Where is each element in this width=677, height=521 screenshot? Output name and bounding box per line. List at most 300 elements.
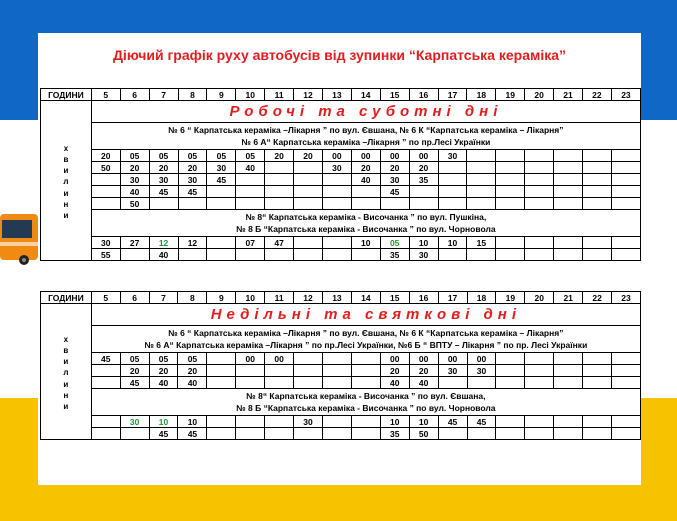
schedule-banner: Робочі та суботні дні	[91, 101, 640, 123]
minute-cell: 30	[91, 237, 120, 249]
hour-header-cell: 6	[120, 292, 149, 304]
minute-cell	[612, 377, 641, 389]
route-group-2-row	[41, 389, 641, 416]
minute-cell	[207, 428, 236, 440]
minute-cell	[438, 377, 467, 389]
minute-cell: 30	[438, 365, 467, 377]
minutes-row	[41, 249, 641, 261]
minute-cell: 00	[409, 150, 438, 162]
minute-cell	[496, 428, 525, 440]
minute-cell: 40	[409, 377, 438, 389]
minute-cell: 05	[178, 150, 207, 162]
minute-cell: 00	[438, 353, 467, 365]
minute-cell	[265, 162, 294, 174]
minute-cell	[351, 428, 380, 440]
minute-cell	[294, 198, 323, 210]
minute-cell	[438, 186, 467, 198]
minute-cell	[582, 162, 611, 174]
minute-cell	[496, 365, 525, 377]
minute-cell	[554, 162, 583, 174]
minute-cell: 12	[149, 237, 178, 249]
minute-cell: 20	[178, 162, 207, 174]
minute-cell: 35	[409, 174, 438, 186]
route-line: № 8“ Карпатська кераміка - Височанка ” по вул. Пушкіна,	[245, 212, 487, 222]
minute-cell	[294, 428, 323, 440]
minute-cell: 00	[351, 150, 380, 162]
minute-cell	[611, 237, 640, 249]
hour-header-cell: 12	[294, 89, 323, 101]
minutes-row	[41, 416, 641, 428]
route-group-2-description	[91, 389, 640, 416]
minute-cell	[611, 150, 640, 162]
minute-cell	[236, 186, 265, 198]
minute-cell	[294, 186, 323, 198]
minute-cell	[236, 428, 265, 440]
minutes-letter: в	[63, 346, 69, 356]
hour-header-cell: 22	[583, 292, 612, 304]
minute-cell: 20	[91, 150, 120, 162]
hour-header-cell: 23	[611, 89, 640, 101]
minute-cell: 30	[120, 174, 149, 186]
minute-cell: 10	[409, 237, 438, 249]
minute-cell	[496, 174, 525, 186]
minute-cell: 40	[120, 186, 149, 198]
minute-cell	[265, 416, 294, 428]
minute-cell	[582, 150, 611, 162]
minute-cell: 45	[149, 428, 178, 440]
minute-cell: 47	[265, 237, 294, 249]
minute-cell: 10	[149, 416, 178, 428]
minute-cell	[322, 249, 351, 261]
minute-cell: 50	[120, 198, 149, 210]
hour-header-cell: 11	[265, 89, 294, 101]
hour-header-cell: 17	[438, 89, 467, 101]
minute-cell	[525, 377, 554, 389]
minute-cell	[525, 162, 554, 174]
minute-cell	[554, 377, 583, 389]
hour-header-cell: 17	[438, 292, 467, 304]
minute-cell	[265, 377, 294, 389]
minute-cell: 30	[178, 174, 207, 186]
minute-cell	[525, 353, 554, 365]
route-line: № 8“ Карпатська кераміка - Височанка ” по вул. Євшана,	[246, 391, 486, 401]
minute-cell: 20	[120, 365, 149, 377]
hours-label: ГОДИНИ	[41, 89, 92, 101]
minute-cell: 50	[91, 162, 120, 174]
minute-cell: 10	[409, 416, 438, 428]
minute-cell: 20	[265, 150, 294, 162]
hour-header-cell: 8	[178, 292, 207, 304]
minute-cell	[525, 416, 554, 428]
route-group-2-row	[41, 210, 641, 237]
minute-cell: 45	[207, 174, 236, 186]
minute-cell: 10	[438, 237, 467, 249]
minute-cell	[236, 365, 265, 377]
minutes-letter: н	[63, 390, 69, 400]
minute-cell: 40	[149, 249, 178, 261]
hour-header-cell: 23	[612, 292, 641, 304]
minutes-row	[41, 162, 641, 174]
minute-cell	[322, 198, 351, 210]
minute-cell: 30	[207, 162, 236, 174]
banner-row	[41, 101, 641, 123]
minute-cell	[467, 377, 496, 389]
minute-cell	[554, 198, 583, 210]
minute-cell	[322, 428, 351, 440]
minute-cell	[380, 198, 409, 210]
minute-cell: 20	[120, 162, 149, 174]
minute-cell	[351, 198, 380, 210]
minute-cell	[265, 365, 294, 377]
hour-header-cell: 18	[467, 292, 496, 304]
minute-cell: 00	[380, 150, 409, 162]
minute-cell	[438, 162, 467, 174]
minute-cell: 40	[236, 162, 265, 174]
minute-cell	[207, 186, 236, 198]
minute-cell: 20	[149, 365, 178, 377]
minutes-row	[41, 186, 641, 198]
minute-cell	[582, 186, 611, 198]
minute-cell	[525, 186, 554, 198]
minute-cell: 05	[120, 150, 149, 162]
minute-cell	[438, 174, 467, 186]
minute-cell	[525, 198, 554, 210]
minute-cell	[525, 174, 554, 186]
minute-cell	[322, 377, 351, 389]
page-title: Діючий графік руху автобусів від зупинки “Карпатська кераміка”	[112, 47, 567, 63]
minute-cell	[207, 249, 236, 261]
minute-cell	[294, 162, 323, 174]
minute-cell: 05	[380, 237, 409, 249]
minute-cell	[554, 237, 583, 249]
minute-cell	[496, 249, 525, 261]
minute-cell	[582, 249, 611, 261]
minute-cell	[583, 416, 612, 428]
minute-cell	[496, 377, 525, 389]
minute-cell	[120, 249, 149, 261]
minute-cell	[207, 365, 236, 377]
minute-cell: 20	[178, 365, 207, 377]
minute-cell: 40	[149, 377, 178, 389]
minute-cell	[554, 174, 583, 186]
minute-cell	[496, 150, 525, 162]
hour-header-cell: 16	[409, 89, 438, 101]
minute-cell	[294, 237, 323, 249]
minutes-letter: н	[63, 199, 69, 209]
minute-cell: 45	[438, 416, 467, 428]
route-group-1-row	[41, 326, 641, 353]
minute-cell	[236, 174, 265, 186]
minute-cell	[322, 237, 351, 249]
minute-cell	[496, 162, 525, 174]
minute-cell: 30	[149, 174, 178, 186]
minute-cell: 30	[322, 162, 351, 174]
hour-header-cell: 22	[582, 89, 611, 101]
minute-cell	[525, 365, 554, 377]
minute-cell	[496, 237, 525, 249]
minute-cell	[294, 174, 323, 186]
minute-cell	[554, 416, 583, 428]
minute-cell	[525, 428, 554, 440]
minute-cell: 00	[236, 353, 265, 365]
minute-cell	[496, 416, 525, 428]
hour-header-cell: 20	[525, 89, 554, 101]
weekday-schedule-table	[40, 88, 641, 261]
hour-header-cell: 8	[178, 89, 207, 101]
minute-cell: 45	[178, 186, 207, 198]
minutes-row	[41, 428, 641, 440]
minute-cell: 30	[120, 416, 149, 428]
hour-header-cell: 16	[409, 292, 438, 304]
minute-cell	[409, 186, 438, 198]
minute-cell	[554, 186, 583, 198]
hour-header-cell: 6	[120, 89, 149, 101]
minute-cell	[525, 150, 554, 162]
minute-cell: 30	[409, 249, 438, 261]
minute-cell	[583, 377, 612, 389]
hour-header-cell: 15	[380, 292, 409, 304]
hours-label: ГОДИНИ	[41, 292, 92, 304]
minute-cell	[236, 377, 265, 389]
minute-cell: 20	[409, 365, 438, 377]
minute-cell	[265, 198, 294, 210]
minute-cell	[496, 186, 525, 198]
minute-cell	[351, 249, 380, 261]
minute-cell: 00	[322, 150, 351, 162]
minute-cell	[207, 237, 236, 249]
minute-cell	[409, 198, 438, 210]
minutes-row	[41, 150, 641, 162]
route-group-1-description	[91, 123, 640, 150]
minutes-row	[41, 353, 641, 365]
minute-cell	[554, 365, 583, 377]
minute-cell	[525, 249, 554, 261]
route-group-1-row	[41, 123, 641, 150]
hour-header-cell: 13	[322, 292, 351, 304]
banner-row	[41, 304, 641, 326]
minute-cell	[467, 150, 496, 162]
minute-cell	[438, 428, 467, 440]
hour-header-cell: 15	[380, 89, 409, 101]
minutes-letter: и	[63, 166, 69, 176]
hour-header-cell: 12	[294, 292, 323, 304]
minute-cell	[294, 377, 323, 389]
minute-cell	[178, 198, 207, 210]
minute-cell	[351, 416, 380, 428]
minute-cell	[554, 249, 583, 261]
minute-cell: 40	[380, 377, 409, 389]
minute-cell	[351, 353, 380, 365]
minute-cell	[236, 198, 265, 210]
minute-cell	[554, 150, 583, 162]
minute-cell	[207, 353, 236, 365]
minute-cell: 05	[178, 353, 207, 365]
minute-cell	[91, 428, 120, 440]
minute-cell: 20	[380, 365, 409, 377]
minutes-letter: и	[63, 379, 69, 389]
minute-cell	[554, 353, 583, 365]
route-line green: № 8 Б “Карпатська кераміка - Височанка ” по вул. Чорновола	[236, 403, 496, 413]
minute-cell: 15	[467, 237, 496, 249]
minute-cell: 40	[351, 174, 380, 186]
minute-cell: 05	[149, 353, 178, 365]
minute-cell	[583, 428, 612, 440]
minute-cell	[207, 377, 236, 389]
minute-cell: 00	[467, 353, 496, 365]
minute-cell	[91, 416, 120, 428]
minute-cell	[496, 353, 525, 365]
minute-cell: 45	[149, 186, 178, 198]
hour-header-cell: 10	[236, 292, 265, 304]
minute-cell: 12	[178, 237, 207, 249]
minute-cell	[91, 377, 120, 389]
route-line: № 6 “ Карпатська кераміка –Лікарня ” по вул. Євшана, № 6 К “Карпатська кераміка – Лікарня”	[168, 328, 564, 338]
minute-cell	[467, 198, 496, 210]
minutes-letter: л	[63, 177, 69, 187]
minute-cell	[351, 365, 380, 377]
minutes-letter: и	[63, 401, 69, 411]
minute-cell	[294, 353, 323, 365]
minute-cell	[265, 186, 294, 198]
hour-header-cell: 13	[322, 89, 351, 101]
minute-cell	[583, 365, 612, 377]
hour-header-cell: 9	[207, 292, 236, 304]
minutes-row	[41, 377, 641, 389]
minute-cell: 20	[149, 162, 178, 174]
minute-cell: 10	[380, 416, 409, 428]
minute-cell	[265, 428, 294, 440]
hour-header-cell: 7	[149, 89, 178, 101]
minute-cell: 20	[409, 162, 438, 174]
hour-header-cell: 19	[496, 89, 525, 101]
minutes-row	[41, 198, 641, 210]
minutes-row	[41, 365, 641, 377]
route-line: № 6 А“ Карпатська кераміка –Лікарня ” по пр.Лесі Українки	[241, 137, 491, 147]
route-line green: № 8 Б “Карпатська кераміка - Височанка ” по вул. Чорновола	[236, 224, 496, 234]
minute-cell: 45	[120, 377, 149, 389]
minute-cell	[467, 174, 496, 186]
hour-header-cell: 7	[149, 292, 178, 304]
minute-cell: 05	[236, 150, 265, 162]
minute-cell: 30	[467, 365, 496, 377]
schedule-panel	[38, 33, 641, 485]
hour-header-cell: 5	[91, 89, 120, 101]
minute-cell	[438, 198, 467, 210]
minute-cell	[554, 428, 583, 440]
minute-cell	[265, 249, 294, 261]
minute-cell: 00	[409, 353, 438, 365]
minute-cell: 30	[438, 150, 467, 162]
minutes-letter: л	[63, 368, 69, 378]
minute-cell	[322, 353, 351, 365]
minutes-letter: х	[63, 334, 69, 344]
minute-cell	[467, 186, 496, 198]
minute-cell: 20	[380, 162, 409, 174]
minute-cell: 45	[91, 353, 120, 365]
minute-cell: 20	[351, 162, 380, 174]
minute-cell	[322, 174, 351, 186]
minute-cell	[582, 198, 611, 210]
minute-cell	[236, 249, 265, 261]
hour-header-cell: 14	[351, 89, 380, 101]
holiday-schedule-table	[40, 291, 641, 440]
minute-cell	[612, 365, 641, 377]
hour-header-cell: 10	[236, 89, 265, 101]
minute-cell	[120, 428, 149, 440]
route-group-2-description	[91, 210, 640, 237]
minute-cell	[611, 186, 640, 198]
minute-cell	[611, 198, 640, 210]
minute-cell	[612, 428, 641, 440]
minute-cell	[467, 249, 496, 261]
minute-cell: 30	[294, 416, 323, 428]
route-line: № 6 А“ Карпатська кераміка –Лікарня ” по пр.Лесі Українки, №6 Б “ ВПТУ – Лікарня ” по пр. Лесі Українки	[144, 340, 588, 350]
minutes-vertical-label	[41, 304, 92, 440]
minute-cell	[149, 198, 178, 210]
minute-cell	[351, 186, 380, 198]
hour-header-cell: 9	[207, 89, 236, 101]
minutes-row	[41, 174, 641, 186]
minute-cell	[438, 249, 467, 261]
minute-cell: 00	[380, 353, 409, 365]
minute-cell	[322, 186, 351, 198]
minute-cell: 40	[178, 377, 207, 389]
minute-cell	[525, 237, 554, 249]
hour-header-cell: 21	[554, 89, 583, 101]
minute-cell	[611, 249, 640, 261]
minute-cell	[496, 198, 525, 210]
hour-header-cell: 18	[467, 89, 496, 101]
minute-cell	[294, 249, 323, 261]
minute-cell: 20	[294, 150, 323, 162]
minute-cell: 35	[380, 428, 409, 440]
minute-cell: 45	[178, 428, 207, 440]
minute-cell	[612, 416, 641, 428]
bus-icon	[0, 208, 38, 266]
hour-header-cell: 11	[265, 292, 294, 304]
minute-cell: 45	[380, 186, 409, 198]
minute-cell: 05	[120, 353, 149, 365]
hour-header-cell: 21	[554, 292, 583, 304]
minute-cell: 55	[91, 249, 120, 261]
minute-cell	[322, 416, 351, 428]
minute-cell	[612, 353, 641, 365]
minute-cell: 35	[380, 249, 409, 261]
minute-cell: 50	[409, 428, 438, 440]
minute-cell	[467, 428, 496, 440]
minutes-letter: х	[63, 143, 69, 153]
minute-cell	[91, 365, 120, 377]
minute-cell	[583, 353, 612, 365]
route-line: № 6 “ Карпатська кераміка –Лікарня ” по вул. Євшана, № 6 К “Карпатська кераміка – Лікарня”	[168, 125, 564, 135]
minutes-letter: и	[63, 188, 69, 198]
minute-cell: 27	[120, 237, 149, 249]
minutes-letter: и	[63, 210, 69, 220]
minute-cell	[91, 186, 120, 198]
hour-header-cell: 19	[496, 292, 525, 304]
minute-cell	[91, 174, 120, 186]
minute-cell	[582, 174, 611, 186]
minute-cell	[91, 198, 120, 210]
hour-header-cell: 14	[351, 292, 380, 304]
minute-cell	[207, 198, 236, 210]
minute-cell	[582, 237, 611, 249]
minutes-row	[41, 237, 641, 249]
minute-cell	[611, 162, 640, 174]
hours-header-row	[41, 292, 641, 304]
minute-cell: 07	[236, 237, 265, 249]
minute-cell: 00	[265, 353, 294, 365]
